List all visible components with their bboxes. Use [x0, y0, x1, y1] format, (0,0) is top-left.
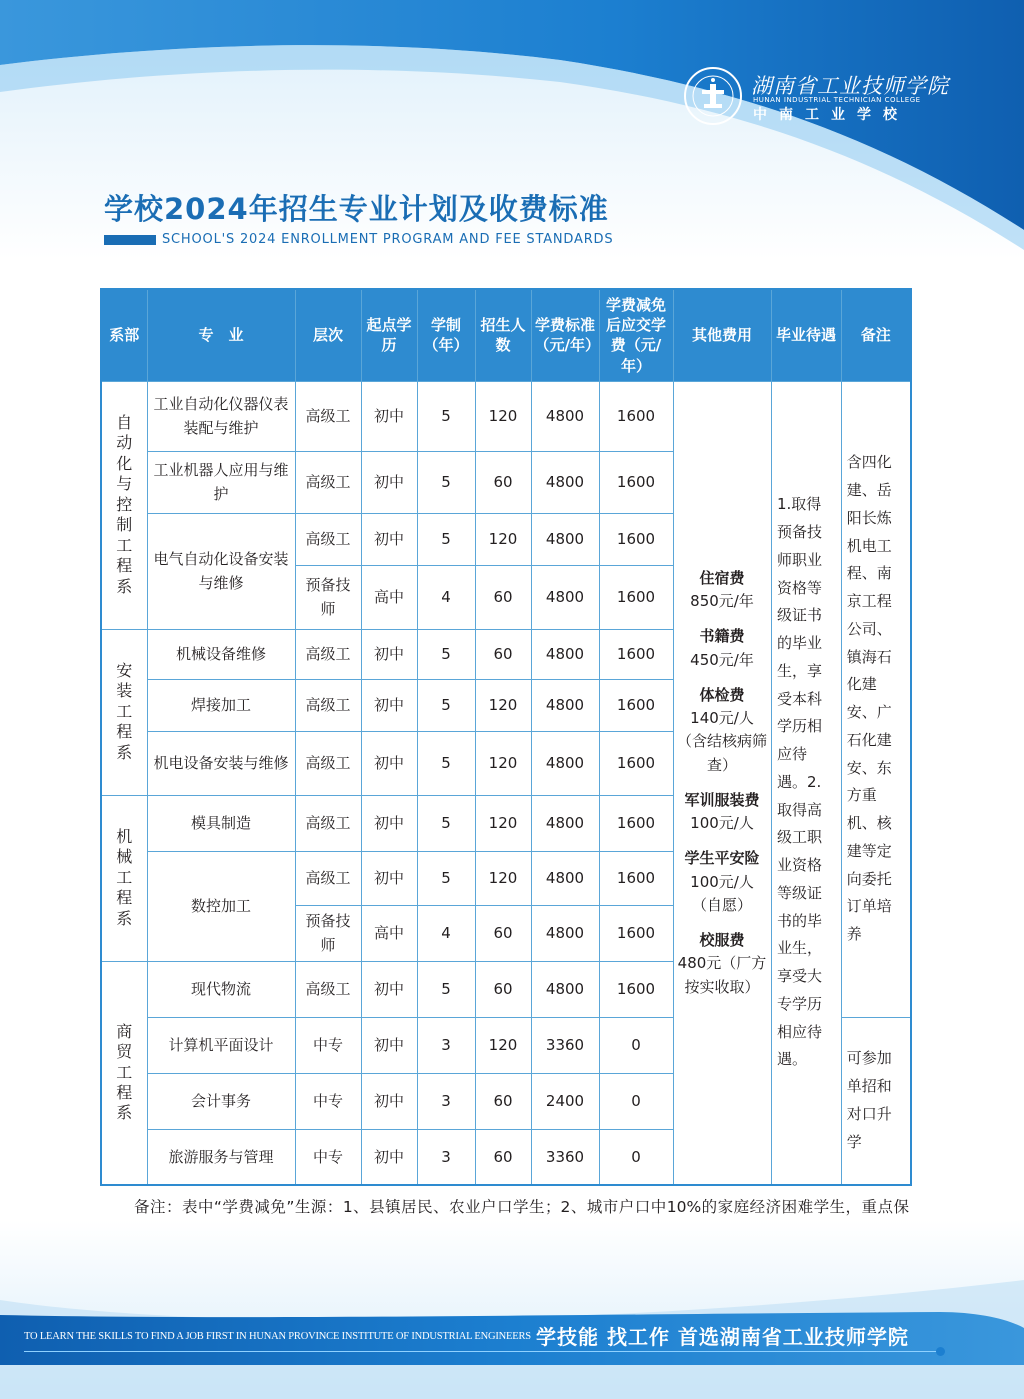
level-cell: 高级工	[295, 851, 361, 905]
major-cell: 旅游服务与管理	[147, 1129, 295, 1185]
years-cell: 5	[417, 795, 475, 851]
other-fee-item: 住宿费 850元/年	[690, 568, 754, 610]
start-cell: 高中	[361, 905, 417, 961]
start-cell: 初中	[361, 629, 417, 679]
footer-divider	[24, 1351, 939, 1352]
fee-reduced-cell: 1600	[599, 513, 673, 565]
fee-reduced-cell: 1600	[599, 905, 673, 961]
years-cell: 3	[417, 1017, 475, 1073]
dept-label: 安装工程系	[116, 660, 133, 762]
other-fees-cell	[673, 381, 771, 1185]
enroll-cell: 120	[475, 795, 531, 851]
fee-cell: 4800	[531, 381, 599, 451]
footer-background	[0, 1220, 1024, 1399]
enroll-cell: 60	[475, 629, 531, 679]
fee-reduced-cell: 0	[599, 1073, 673, 1129]
level-cell: 预备技师	[295, 905, 361, 961]
level-cell: 高级工	[295, 961, 361, 1017]
header-years: 学制（年）	[417, 289, 475, 381]
header-start: 起点学历	[361, 289, 417, 381]
start-cell: 初中	[361, 679, 417, 731]
level-cell: 中专	[295, 1129, 361, 1185]
years-cell: 5	[417, 851, 475, 905]
fee-reduced-cell: 1600	[599, 565, 673, 629]
fee-cell: 4800	[531, 731, 599, 795]
enroll-cell: 60	[475, 961, 531, 1017]
years-cell: 5	[417, 381, 475, 451]
level-cell: 预备技师	[295, 565, 361, 629]
title-accent-bar	[104, 235, 156, 245]
fee-reduced-cell: 1600	[599, 679, 673, 731]
major-cell: 机械设备维修	[147, 629, 295, 679]
level-cell: 高级工	[295, 629, 361, 679]
level-cell: 高级工	[295, 795, 361, 851]
school-name-sub: 中南工业学校	[753, 107, 909, 123]
header-dept: 系部	[101, 289, 147, 381]
enroll-cell: 60	[475, 565, 531, 629]
fee-reduced-cell: 1600	[599, 731, 673, 795]
major-cell: 机电设备安装与维修	[147, 731, 295, 795]
years-cell: 5	[417, 513, 475, 565]
major-cell: 模具制造	[147, 795, 295, 851]
fee-reduced-cell: 1600	[599, 451, 673, 513]
enroll-cell: 120	[475, 731, 531, 795]
fee-cell: 4800	[531, 451, 599, 513]
enrollment-fee-table	[100, 288, 912, 1186]
footer-slogan-en: TO LEARN THE SKILLS TO FIND A JOB FIRST IN HUNAN PROVINCE INSTITUTE OF INDUSTRIAL ENGINEERS	[24, 1331, 531, 1342]
other-fee-item: 书籍费 450元/年	[690, 627, 754, 669]
years-cell: 3	[417, 1073, 475, 1129]
years-cell: 5	[417, 629, 475, 679]
enroll-cell: 120	[475, 851, 531, 905]
years-cell: 5	[417, 731, 475, 795]
header-remark: 备注	[841, 289, 911, 381]
fee-reduced-cell: 1600	[599, 851, 673, 905]
other-fee-item: 校服费 480元（厂方按实收取）	[677, 931, 767, 996]
level-cell: 高级工	[295, 679, 361, 731]
footer-slogan-cn: 学技能 找工作 首选湖南省工业技师学院	[536, 1325, 909, 1349]
fee-cell: 2400	[531, 1073, 599, 1129]
enroll-cell: 120	[475, 381, 531, 451]
years-cell: 3	[417, 1129, 475, 1185]
fee-cell: 4800	[531, 795, 599, 851]
start-cell: 初中	[361, 1129, 417, 1185]
enroll-cell: 120	[475, 679, 531, 731]
major-cell: 焊接加工	[147, 679, 295, 731]
header-other: 其他费用	[673, 289, 771, 381]
header-fee-reduced: 学费减免后应交学费（元/年）	[599, 289, 673, 381]
start-cell: 初中	[361, 451, 417, 513]
school-name-english: HUNAN INDUSTRIAL TECHNICIAN COLLEGE	[753, 96, 921, 104]
remark-text: 可参加单招和对口升学	[846, 1049, 892, 1151]
major-cell: 计算机平面设计	[147, 1017, 295, 1073]
header-fee: 学费标准（元/年）	[531, 289, 599, 381]
years-cell: 4	[417, 565, 475, 629]
level-cell: 高级工	[295, 513, 361, 565]
dept-cell	[101, 961, 147, 1185]
fee-cell: 3360	[531, 1017, 599, 1073]
fee-cell: 4800	[531, 961, 599, 1017]
fee-reduced-cell: 1600	[599, 961, 673, 1017]
fee-reduced-cell: 0	[599, 1129, 673, 1185]
dept-label: 商贸工程系	[116, 1021, 133, 1123]
other-fee-item: 学生平安险 100元/人（自愿）	[684, 849, 760, 914]
level-cell: 中专	[295, 1017, 361, 1073]
header-major: 专 业	[147, 289, 295, 381]
major-cell: 电气自动化设备安装与维修	[147, 513, 295, 629]
start-cell: 初中	[361, 1073, 417, 1129]
start-cell: 初中	[361, 795, 417, 851]
enroll-cell: 120	[475, 1017, 531, 1073]
dept-cell	[101, 795, 147, 961]
fee-cell: 4800	[531, 629, 599, 679]
years-cell: 5	[417, 451, 475, 513]
remark-cell	[841, 381, 911, 1017]
page-subtitle-en: SCHOOL'S 2024 ENROLLMENT PROGRAM AND FEE STANDARDS	[162, 232, 614, 247]
major-cell: 现代物流	[147, 961, 295, 1017]
start-cell: 初中	[361, 731, 417, 795]
start-cell: 初中	[361, 1017, 417, 1073]
fee-cell: 4800	[531, 851, 599, 905]
fee-reduced-cell: 1600	[599, 381, 673, 451]
header-enroll: 招生人数	[475, 289, 531, 381]
enroll-cell: 60	[475, 905, 531, 961]
years-cell: 4	[417, 905, 475, 961]
start-cell: 初中	[361, 381, 417, 451]
other-fee-item: 军训服装费 100元/人	[684, 790, 760, 832]
fee-cell: 4800	[531, 905, 599, 961]
school-logo	[683, 66, 743, 126]
enroll-cell: 60	[475, 1073, 531, 1129]
start-cell: 初中	[361, 851, 417, 905]
remark-cell	[841, 1017, 911, 1185]
major-cell: 会计事务	[147, 1073, 295, 1129]
header-level: 层次	[295, 289, 361, 381]
years-cell: 5	[417, 961, 475, 1017]
start-cell: 初中	[361, 513, 417, 565]
other-fee-item: 体检费 140元/人（含结核病筛查）	[676, 685, 767, 774]
level-cell: 高级工	[295, 451, 361, 513]
start-cell: 初中	[361, 961, 417, 1017]
dept-label: 机械工程系	[116, 826, 133, 928]
years-cell: 5	[417, 679, 475, 731]
table-row	[101, 381, 911, 451]
fee-reduced-cell: 0	[599, 1017, 673, 1073]
enroll-cell: 60	[475, 451, 531, 513]
major-cell: 工业机器人应用与维护	[147, 451, 295, 513]
major-cell: 数控加工	[147, 851, 295, 961]
enroll-cell: 60	[475, 1129, 531, 1185]
grad-treatment-text: 1.取得预备技师职业资格等级证书的毕业生，享受本科学历相应待遇。2.取得高级工职业资格等级证书的毕业生，享受大专学历相应待遇。	[777, 495, 823, 1069]
grad-treatment-cell	[771, 381, 841, 1185]
fee-cell: 4800	[531, 679, 599, 731]
dept-label: 自动化与控制工程系	[116, 412, 133, 596]
fee-cell: 4800	[531, 565, 599, 629]
school-name-calligraphy: 湖南省工业技师学院	[751, 74, 949, 98]
level-cell: 中专	[295, 1073, 361, 1129]
level-cell: 高级工	[295, 381, 361, 451]
remark-text: 含四化建、岳阳长炼机电工程、南京工程公司、镇海石化建安、广石化建安、东方重机、核建等定向委托订单培养	[846, 453, 892, 943]
fee-reduced-cell: 1600	[599, 795, 673, 851]
table-header-row	[101, 289, 911, 381]
header-grad: 毕业待遇	[771, 289, 841, 381]
level-cell: 高级工	[295, 731, 361, 795]
start-cell: 高中	[361, 565, 417, 629]
page-title: 学校2024年招生专业计划及收费标准	[104, 192, 609, 226]
dept-cell	[101, 381, 147, 629]
table-footnote: 备注：表中“学费减免”生源：1、县镇居民、农业户口学生；2、城市户口中10%的家庭经济困难学生，重点保	[134, 1198, 909, 1216]
major-cell: 工业自动化仪器仪表装配与维护	[147, 381, 295, 451]
dept-cell	[101, 629, 147, 795]
fee-reduced-cell: 1600	[599, 629, 673, 679]
fee-cell: 3360	[531, 1129, 599, 1185]
fee-cell: 4800	[531, 513, 599, 565]
enroll-cell: 120	[475, 513, 531, 565]
footer-dot	[936, 1347, 945, 1356]
